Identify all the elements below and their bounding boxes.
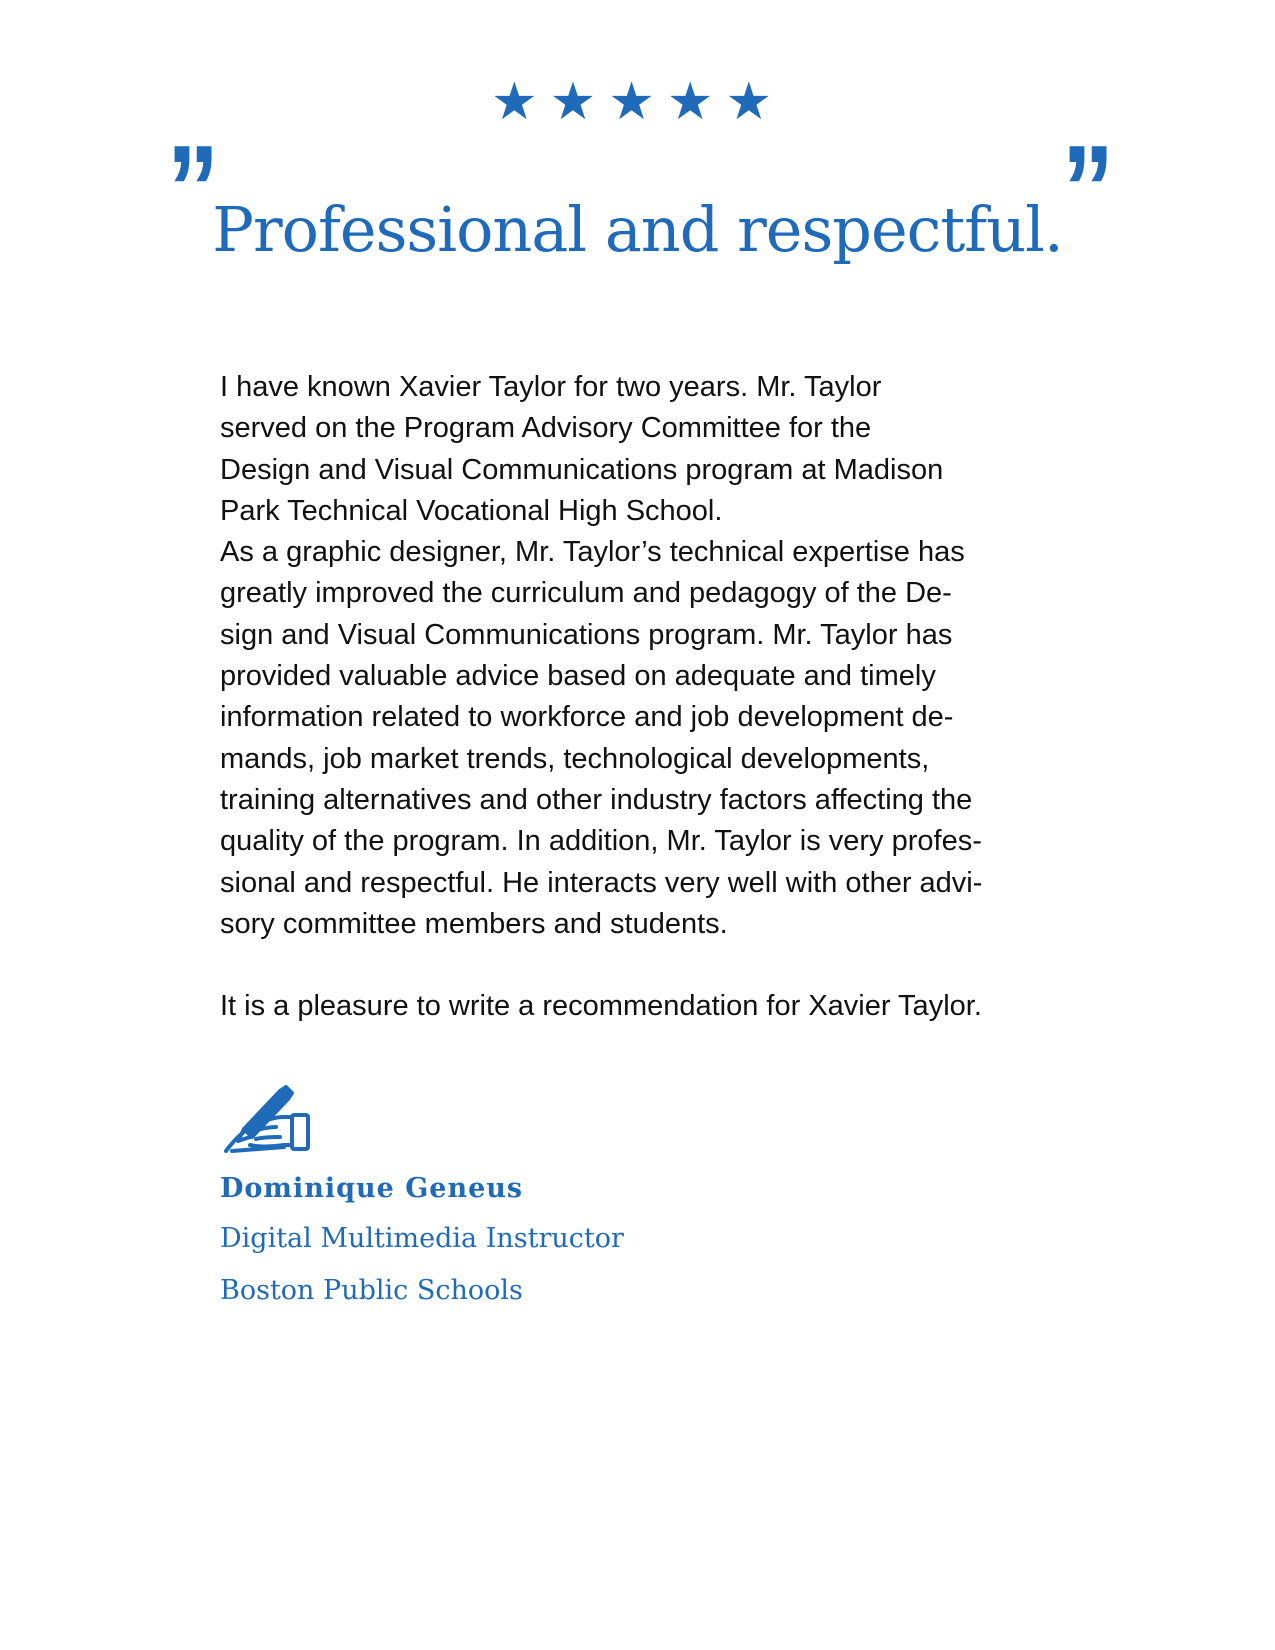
star-icon: ★ bbox=[549, 72, 609, 132]
body-line: information related to workforce and job development de- bbox=[220, 701, 954, 734]
body-line: sory committee members and students. bbox=[220, 907, 728, 940]
open-quote-icon: ” bbox=[166, 121, 220, 259]
headline: Professional and respectful. bbox=[212, 193, 1063, 266]
body-line: As a graphic designer, Mr. Taylor’s technical expertise has bbox=[220, 536, 965, 569]
body-line: sign and Visual Communications program. Mr. Taylor has bbox=[220, 618, 953, 651]
star-icon: ★ bbox=[490, 72, 550, 132]
body-line: quality of the program. In addition, Mr. Taylor is very profes- bbox=[220, 825, 982, 858]
body-line: provided valuable advice based on adequate and timely bbox=[220, 660, 936, 693]
body-line: mands, job market trends, technological developments, bbox=[220, 742, 930, 775]
close-quote-icon: ” bbox=[1061, 121, 1115, 259]
body-line: training alternatives and other industry factors affecting the bbox=[220, 783, 973, 816]
body-line: greatly improved the curriculum and pedagogy of the De- bbox=[220, 577, 952, 610]
closing-line: It is a pleasure to write a recommendation for Xavier Taylor. bbox=[220, 990, 982, 1023]
star-icon: ★ bbox=[666, 72, 726, 132]
signer-organization: Boston Public Schools bbox=[220, 1275, 523, 1306]
hand-writing-icon bbox=[222, 1085, 314, 1155]
star-icon: ★ bbox=[608, 72, 667, 132]
body-line: Design and Visual Communications program at Madison bbox=[220, 453, 944, 486]
star-icon: ★ bbox=[725, 72, 785, 132]
signer-name: Dominique Geneus bbox=[220, 1173, 524, 1204]
signer-title: Digital Multimedia Instructor bbox=[220, 1223, 624, 1254]
body-line: sional and respectful. He interacts very well with other advi- bbox=[220, 866, 983, 899]
body-line: Park Technical Vocational High School. bbox=[220, 494, 723, 527]
paragraph-gap bbox=[220, 945, 1120, 986]
body-line: I have known Xavier Taylor for two years. Mr. Taylor bbox=[220, 371, 882, 403]
testimonial-body bbox=[220, 367, 1120, 1028]
body-line: served on the Program Advisory Committee for the bbox=[220, 412, 872, 445]
